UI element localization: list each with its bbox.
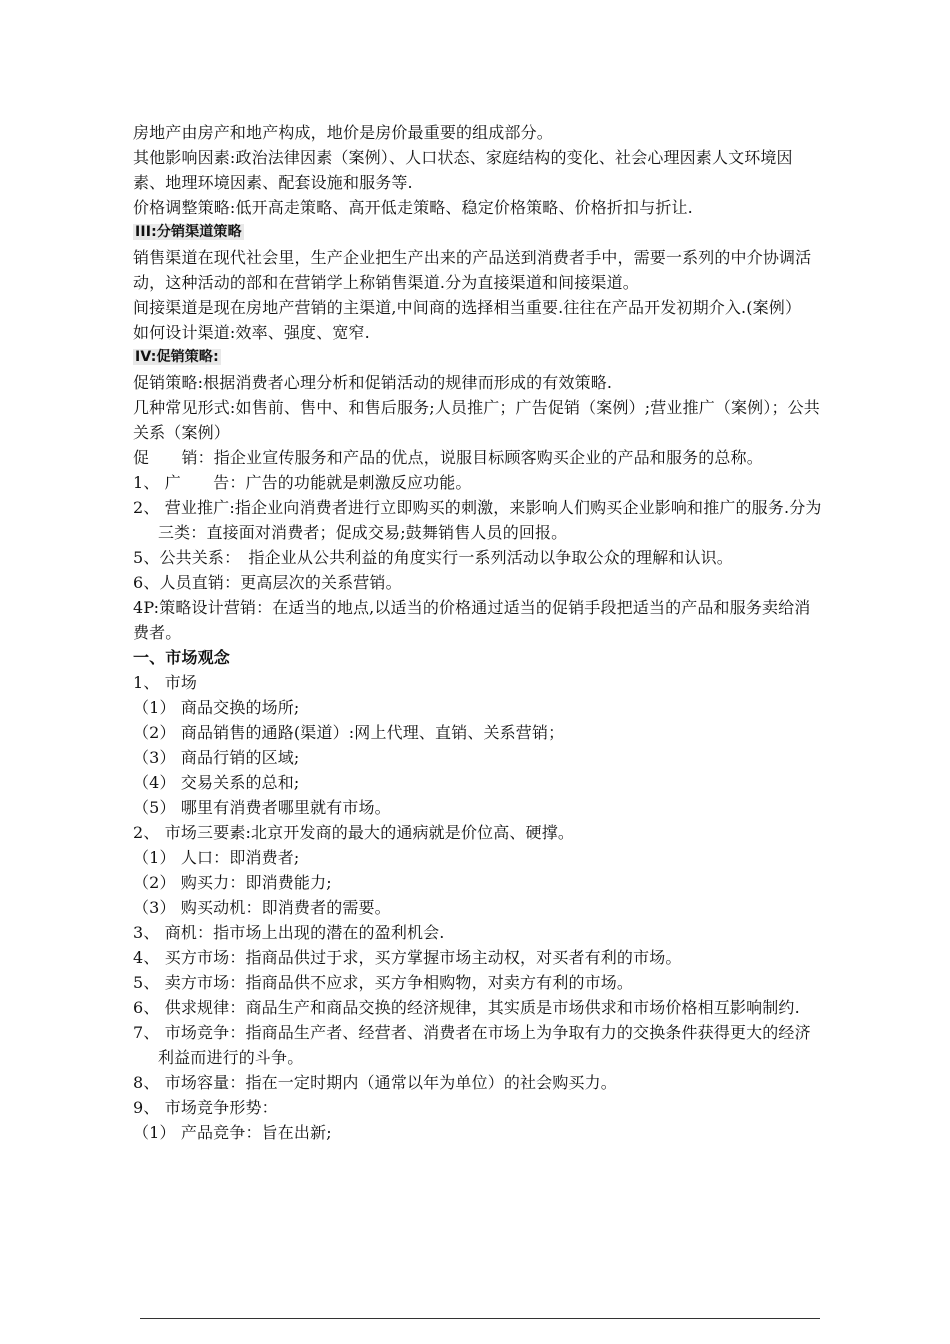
paragraph-price-adjustment: 价格调整策略:低开高走策略、高开低走策略、稳定价格策略、价格折扣与折让. [133, 198, 693, 217]
paragraph-promotion-definition: 促 销：指企业宣传服务和产品的优点，说服目标顾客购买企业的产品和服务的总称。 [133, 448, 763, 467]
list-item-direct-sales: 6、人员直销：更高层次的关系营销。 [133, 573, 402, 592]
paragraph-indirect-channel: 间接渠道是现在房地产营销的主渠道,中间商的选择相当重要.往往在产品开发初期介入.(案例） [133, 298, 802, 317]
document-body [133, 120, 823, 1145]
list-item-competition: 7、 市场竞争：指商品生产者、经营者、消费者在市场上为争取有力的交换条件获得更大的经济利益而进行的斗争。 [133, 1023, 811, 1067]
paragraph-common-forms: 几种常见形式:如售前、售中、和售后服务;人员推广；广告促销（案例）;营业推广（案例）；公共关系（案例） [133, 398, 820, 442]
list-item-market: 1、 市场 [133, 673, 198, 692]
paragraph-sales-channel: 销售渠道在现代社会里，生产企业把生产出来的产品送到消费者手中，需要一系列的中介协调活动，这种活动的部和在营销学上称销售渠道.分为直接渠道和间接渠道。 [133, 248, 812, 292]
list-item-advertising: 1、 广 告：广告的功能就是刺激反应功能。 [133, 473, 472, 492]
sub-item-elements-3: （3） 购买动机：即消费者的需要。 [133, 898, 391, 917]
paragraph-land-composition: 房地产由房产和地产构成，地价是房价最重要的组成部分。 [133, 123, 553, 142]
section-heading-market-concept: 一、市场观念 [133, 648, 230, 667]
section-heading-distribution-text: III:分销渠道策略 [135, 224, 242, 240]
footer-divider [140, 1318, 820, 1319]
list-item-market-capacity: 8、 市场容量：指在一定时期内（通常以年为单位）的社会购买力。 [133, 1073, 617, 1092]
list-item-sellers-market: 5、 卖方市场：指商品供不应求，买方争相购物，对卖方有利的市场。 [133, 973, 634, 992]
paragraph-4p-strategy: 4P:策略设计营销：在适当的地点,以适当的价格通过适当的促销手段把适当的产品和服务卖给消费者。 [133, 598, 811, 642]
section-heading-distribution [133, 220, 823, 245]
list-item-opportunity: 3、 商机：指市场上出现的潜在的盈利机会. [133, 923, 445, 942]
section-heading-promotion [133, 345, 823, 370]
list-item-market-elements: 2、 市场三要素:北京开发商的最大的通病就是价位高、硬撑。 [133, 823, 575, 842]
list-item-buyers-market: 4、 买方市场：指商品供过于求，买方掌握市场主动权，对买者有利的市场。 [133, 948, 682, 967]
paragraph-channel-design: 如何设计渠道:效率、强度、宽窄. [133, 323, 370, 342]
sub-item-market-4: （4） 交易关系的总和; [133, 773, 300, 792]
sub-item-elements-1: （1） 人口：即消费者; [133, 848, 300, 867]
section-heading-promotion-text: IV:促销策略: [135, 349, 219, 365]
list-item-competition-forms: 9、 市场竞争形势： [133, 1098, 278, 1117]
sub-item-elements-2: （2） 购买力：即消费能力; [133, 873, 332, 892]
sub-item-market-5: （5） 哪里有消费者哪里就有市场。 [133, 798, 391, 817]
paragraph-promotion-strategy: 促销策略:根据消费者心理分析和促销活动的规律而形成的有效策略. [133, 373, 613, 392]
list-item-public-relations: 5、公共关系： 指企业从公共利益的角度实行一系列活动以争取公众的理解和认识。 [133, 548, 733, 567]
paragraph-other-factors: 其他影响因素:政治法律因素（案例）、人口状态、家庭结构的变化、社会心理因素人文环境因素、地理环境因素、配套设施和服务等. [133, 148, 793, 192]
list-item-sales-promotion: 2、 营业推广:指企业向消费者进行立即购买的刺激，来影响人们购买企业影响和推广的服务.分为三类：直接面对消费者；促成交易;鼓舞销售人员的回报。 [133, 498, 822, 542]
sub-item-market-1: （1） 商品交换的场所; [133, 698, 300, 717]
sub-item-market-2: （2） 商品销售的通路(渠道）:网上代理、直销、关系营销； [133, 723, 565, 742]
sub-item-product-competition: （1） 产品竞争：旨在出新; [133, 1123, 332, 1142]
list-item-supply-demand: 6、 供求规律：商品生产和商品交换的经济规律，其实质是市场供求和市场价格相互影响制约. [133, 998, 800, 1017]
sub-item-market-3: （3） 商品行销的区域; [133, 748, 300, 767]
